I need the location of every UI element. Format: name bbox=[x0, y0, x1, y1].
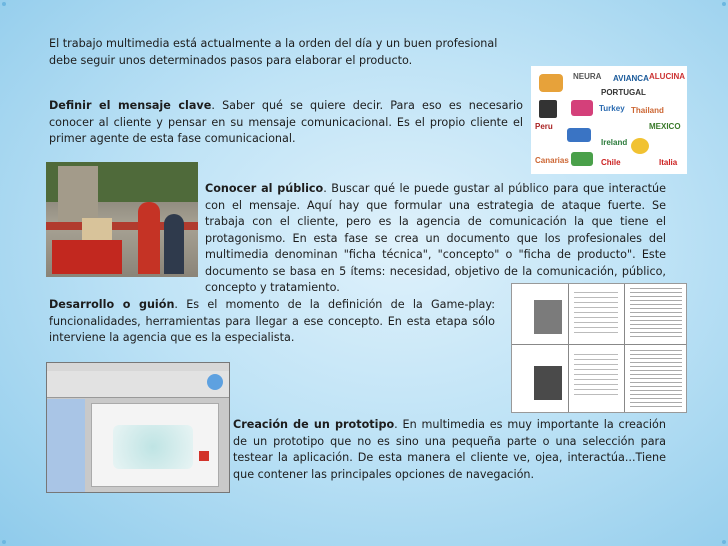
sw-toolbar bbox=[47, 371, 230, 398]
logo-mark bbox=[567, 128, 591, 142]
doc-thumbnail bbox=[534, 300, 562, 334]
conocer-text: . Buscar qué le puede gustar al público para que interactúe con el mensaje. Aquí hay que formular una estrategia de ataque fuerte. Se trabaja con el cliente, pero es la agencia de comunicación la que tiene el protagonismo. En esta fase se crea un documento que los profesionales del multimedia denominan "ficha técnica", "concepto" o "ficha de producto". Este documento se basa en 5 ítems: necesidad, objetivo de la comunicación, público, concepto y tratamiento. bbox=[205, 182, 666, 294]
sw-play-icon bbox=[207, 374, 223, 390]
intro-line-2: debe seguir unos determinados pasos para elaborar el producto. bbox=[49, 53, 413, 67]
logo-9: Italia bbox=[659, 158, 678, 167]
section-desarrollo bbox=[49, 297, 495, 347]
street-event-photo bbox=[46, 162, 198, 277]
script-document-image bbox=[511, 283, 687, 413]
logo-7: Ireland bbox=[601, 138, 628, 147]
doc-divider bbox=[512, 344, 687, 345]
desarrollo-title: Desarrollo o guión bbox=[49, 298, 175, 311]
country-logos-image bbox=[531, 66, 687, 174]
logo-mark bbox=[539, 100, 557, 118]
corner-dot bbox=[2, 540, 6, 544]
sw-slide-graphic bbox=[113, 425, 193, 469]
logo-2: AVIANCA bbox=[613, 74, 649, 83]
doc-divider bbox=[624, 284, 625, 413]
section-creacion bbox=[233, 417, 666, 483]
conocer-title: Conocer al público bbox=[205, 182, 324, 195]
definir-text: . Saber qué se quiere decir. Para eso es necesario conocer al cliente y pensar en su mensaje comunicacional. Es el propio cliente el primer agente de esta fase comunicacional. bbox=[49, 99, 523, 145]
boxes bbox=[82, 218, 112, 240]
sw-marker-icon bbox=[199, 451, 209, 461]
stand-table bbox=[52, 240, 122, 274]
logo-12: Peru bbox=[535, 122, 553, 131]
doc-text-lines bbox=[574, 292, 618, 336]
logo-3: ALUCINA bbox=[649, 72, 685, 81]
creacion-title: Creación de un prototipo bbox=[233, 418, 395, 431]
logo-mark bbox=[631, 138, 649, 154]
intro-text bbox=[49, 36, 519, 69]
intro-line-1: El trabajo multimedia está actualmente a la orden del día y un buen profesional bbox=[49, 37, 498, 50]
corner-dot bbox=[722, 540, 726, 544]
logo-mark bbox=[539, 74, 563, 92]
doc-text-lines bbox=[574, 354, 618, 398]
desarrollo-text: . Es el momento de la definición de la Game-play: funcionalidades, herramientas para llegar a ese concepto. En esta etapa sólo interviene la agencia que es la especialista. bbox=[49, 298, 495, 344]
logo-4: PORTUGAL bbox=[601, 88, 646, 97]
doc-thumbnail bbox=[534, 366, 562, 400]
corner-dot bbox=[2, 2, 6, 6]
logo-mark bbox=[571, 152, 593, 166]
creacion-text: . En multimedia es muy importante la creación de un prototipo que no es sino una pequeña parte o una selección para testear la aplicación. De esta manera el cliente ve, ojea, interactúa...Tiene que contener las principales opciones de navegación. bbox=[233, 418, 666, 481]
doc-text-lines bbox=[630, 288, 682, 340]
sw-sidebar bbox=[47, 399, 85, 493]
logo-10: MEXICO bbox=[649, 122, 681, 131]
definir-title: Definir el mensaje clave bbox=[49, 99, 212, 112]
person bbox=[164, 214, 184, 274]
person bbox=[138, 202, 160, 274]
section-conocer bbox=[205, 181, 666, 297]
logo-11: Canarias bbox=[535, 156, 569, 165]
prototype-software-screenshot bbox=[46, 362, 230, 493]
logo-mark bbox=[571, 100, 593, 116]
logo-1: NEURA bbox=[573, 72, 602, 81]
doc-text-lines bbox=[630, 350, 682, 408]
section-definir bbox=[49, 98, 523, 148]
logo-6: Thailand bbox=[631, 106, 664, 115]
corner-dot bbox=[722, 2, 726, 6]
logo-5: Turkey bbox=[599, 104, 625, 113]
building bbox=[58, 166, 98, 226]
doc-divider bbox=[568, 284, 569, 413]
logo-8: Chile bbox=[601, 158, 621, 167]
